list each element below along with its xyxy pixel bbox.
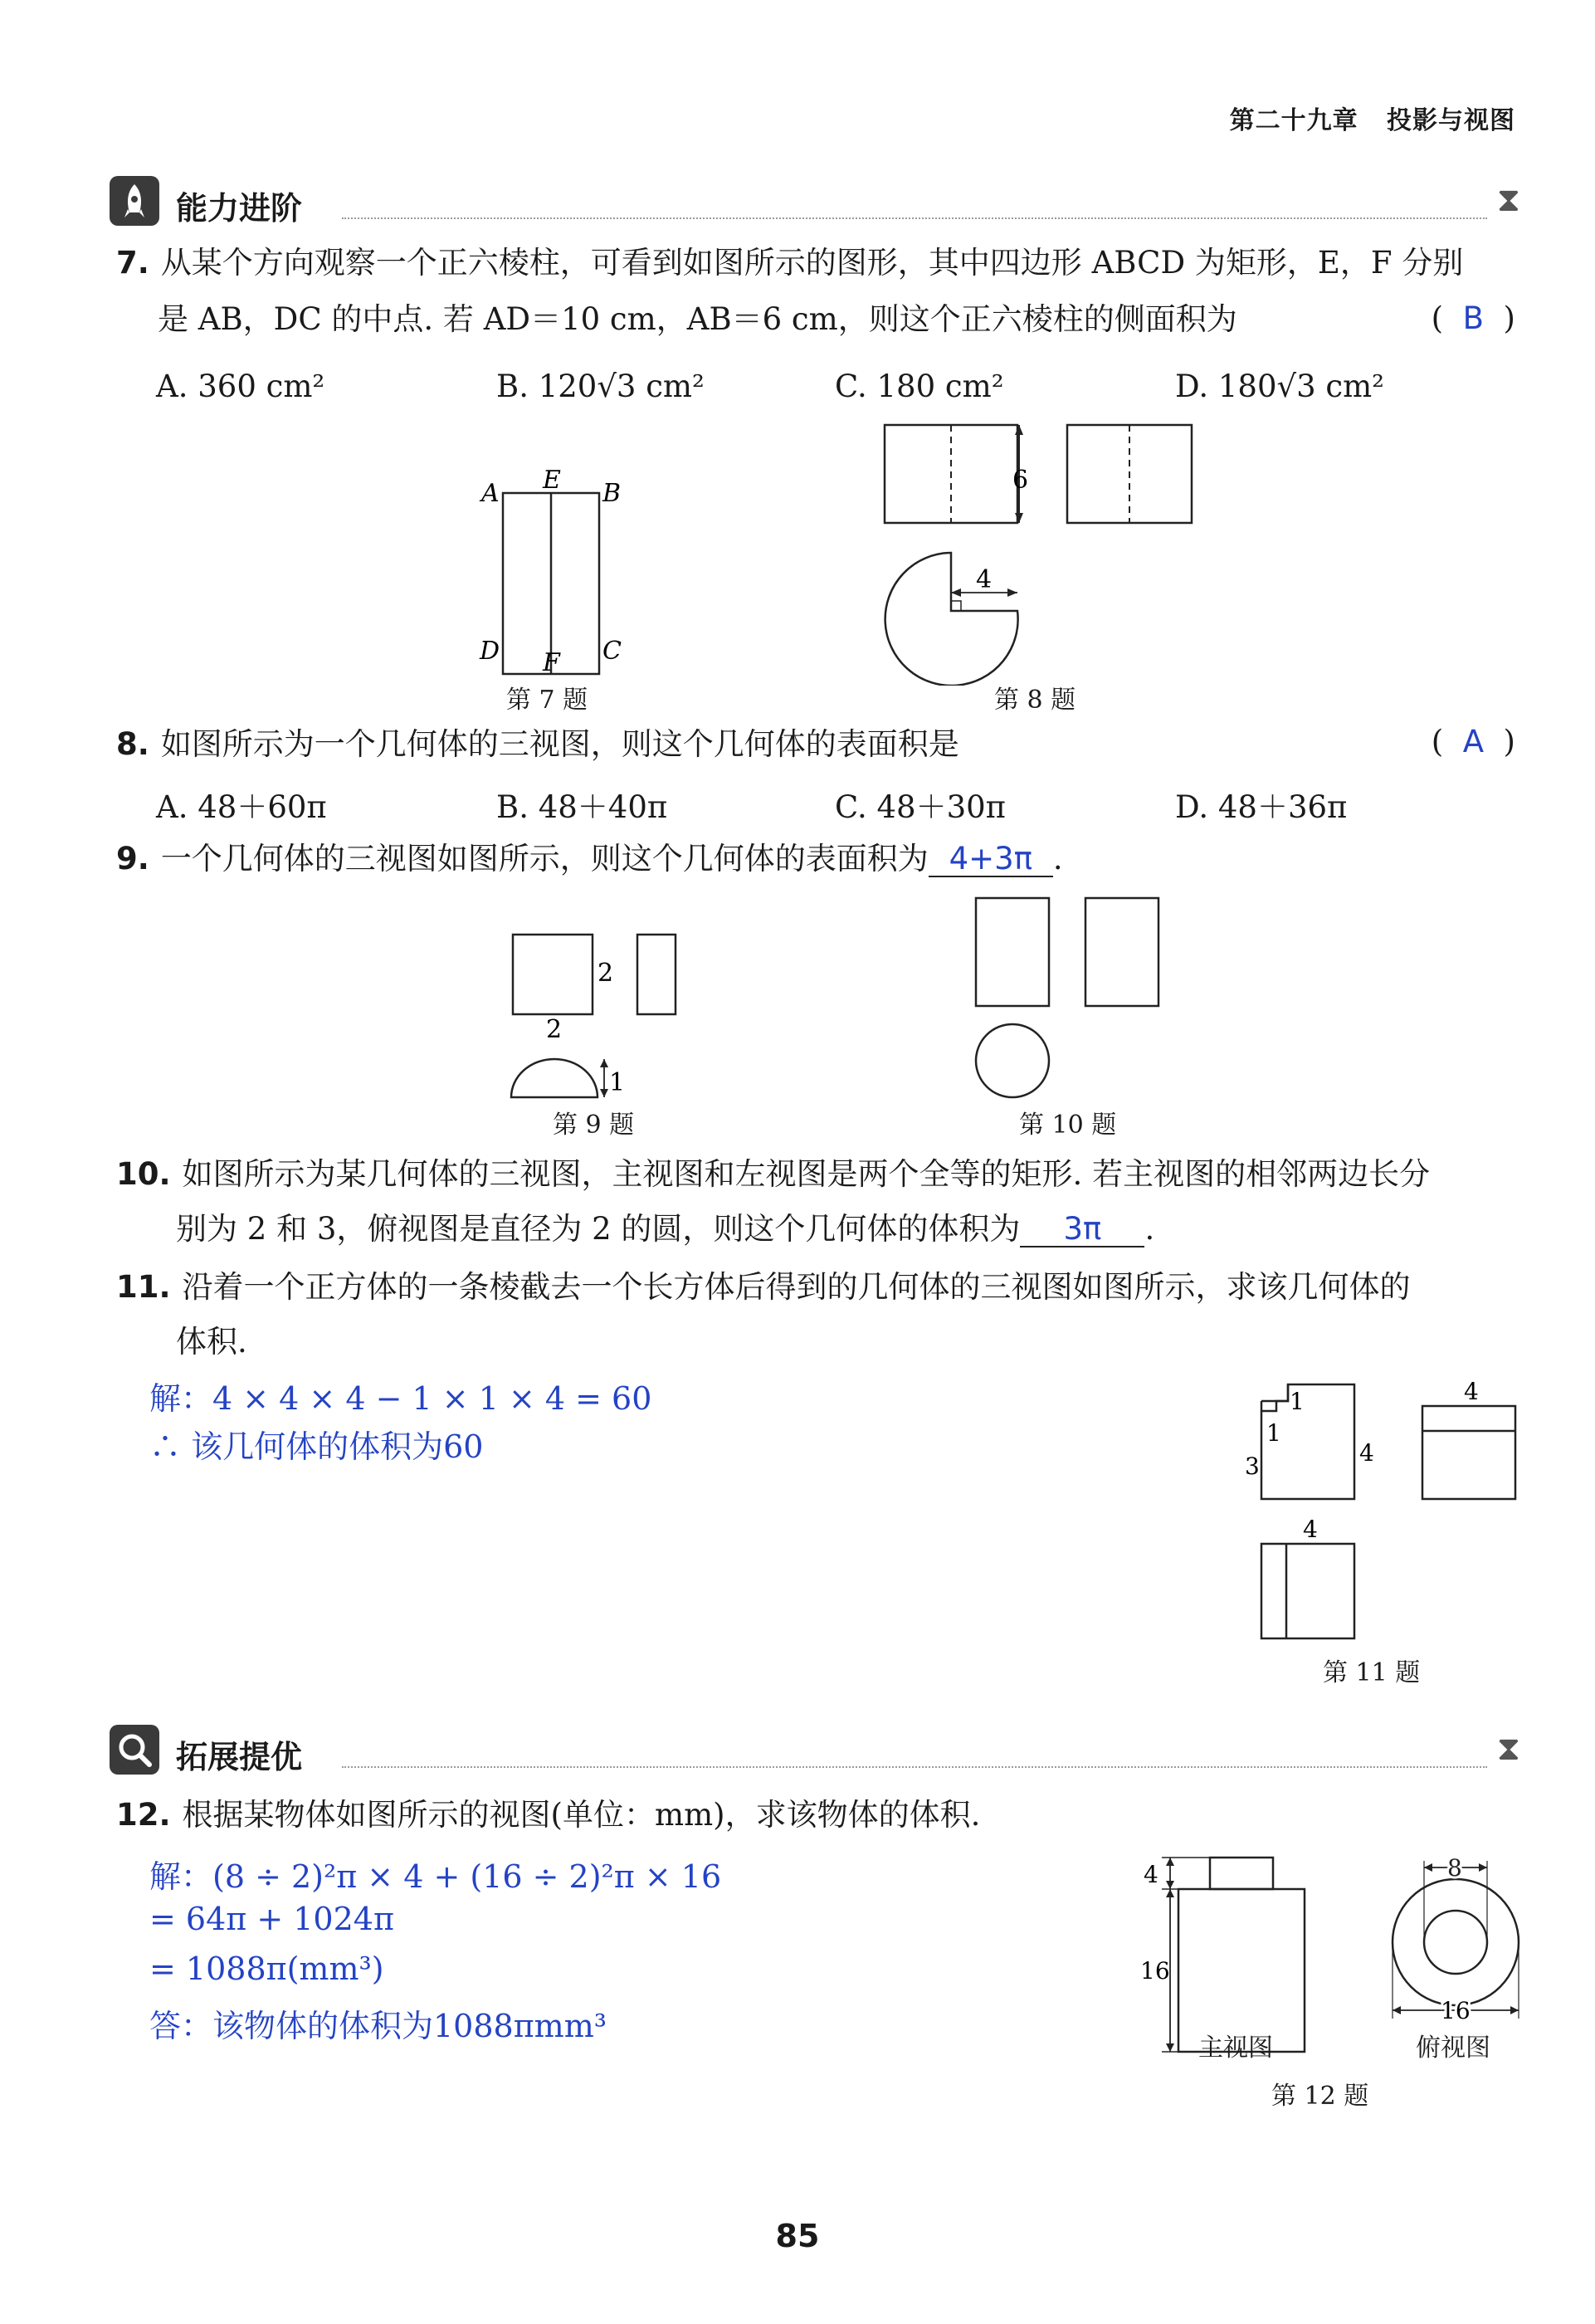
label-e: E <box>543 466 561 495</box>
dim-one-a: 1 <box>1290 1388 1305 1415</box>
q10-number: 10. <box>116 1156 171 1192</box>
figure-9 <box>498 926 697 1109</box>
q12-solution-line1: 解：(8 ÷ 2)²π × 4 + (16 ÷ 2)²π × 16 <box>149 1858 722 1895</box>
front-view <box>513 935 593 1014</box>
hourglass-icon: ⧗ <box>1496 181 1520 219</box>
dim-inner-diameter: 8 <box>1447 1854 1462 1882</box>
dim-four-bottom: 4 <box>1303 1516 1318 1543</box>
top-view-outer-circle <box>1393 1879 1519 2005</box>
front-view <box>976 898 1049 1006</box>
hourglass-icon: ⧗ <box>1496 1730 1520 1768</box>
q7-answer: B <box>1462 300 1485 336</box>
section-title: 能力进阶 <box>176 190 303 227</box>
q9-answer-blank: 4+3π <box>929 842 1053 877</box>
label-a: A <box>481 479 500 508</box>
figure-11 <box>1233 1373 1532 1647</box>
chapter-number: 第二十九章 <box>1229 106 1358 135</box>
q8-number: 8. <box>116 726 149 762</box>
q8-option-b: B. 48＋40π <box>496 789 668 825</box>
q7-option-b: B. 120√3 cm² <box>496 369 705 404</box>
dim-four-top: 4 <box>1464 1378 1479 1405</box>
top-view-sector <box>885 553 1018 686</box>
q7-option-a: A. 360 cm² <box>156 369 325 404</box>
q8-line: 8. 如图所示为一个几何体的三视图，则这个几何体的表面积是 <box>116 726 959 762</box>
top-view <box>1261 1544 1354 1638</box>
chapter-title: 投影与视图 <box>1387 106 1515 135</box>
dim-three: 3 <box>1245 1452 1260 1480</box>
dim-height: 6 <box>1012 466 1029 495</box>
q11-line1: 11. 沿着一个正方体的一条棱截去一个长方体后得到的几何体的三视图如图所示，求该几何体的 <box>116 1269 1411 1305</box>
q8-answer-bracket: ( A ) <box>1431 724 1515 759</box>
q11-line2: 体积. <box>176 1324 247 1360</box>
q11-solution-line2: ∴ 该几何体的体积为60 <box>149 1428 484 1465</box>
top-view-inner-circle <box>1424 1911 1487 1974</box>
q7-option-c: C. 180 cm² <box>835 369 1004 404</box>
q9-line: 9. 一个几何体的三视图如图所示，则这个几何体的表面积为 4+3π . <box>116 841 1063 876</box>
caption-7: 第 7 题 <box>506 686 588 715</box>
q7-line1: 7. 从某个方向观察一个正六棱柱，可看到如图所示的图形，其中四边形 ABCD 为矩形，E，F 分别 <box>116 245 1464 281</box>
dim-height: 1 <box>609 1068 626 1097</box>
section-title: 拓展提优 <box>176 1739 303 1775</box>
q11-solution-line1: 解：4 × 4 × 4 − 1 × 1 × 4 = 60 <box>149 1380 652 1417</box>
side-view <box>1422 1406 1515 1499</box>
section-advance <box>110 176 1520 227</box>
magnifier-icon <box>110 1725 159 1775</box>
section-divider <box>342 217 1487 219</box>
q11-number: 11. <box>116 1269 171 1305</box>
section-divider <box>342 1766 1487 1768</box>
side-view <box>1085 898 1158 1006</box>
q10-line1: 10. 如图所示为某几何体的三视图，主视图和左视图是两个全等的矩形. 若主视图的相邻两边长分 <box>116 1156 1431 1192</box>
q12-line: 12. 根据某物体如图所示的视图(单位：mm)，求该物体的体积. <box>116 1797 981 1833</box>
top-view-label: 俯视图 <box>1416 2034 1490 2063</box>
q7-option-d: D. 180√3 cm² <box>1175 369 1385 404</box>
q12-solution-line4: 答：该物体的体积为1088πmm³ <box>149 2008 607 2044</box>
front-view-top-block <box>1210 1858 1273 1889</box>
q12-solution-line2: = 64π + 1024π <box>149 1901 394 1937</box>
dim-four-right: 4 <box>1359 1439 1374 1467</box>
caption-10: 第 10 题 <box>1019 1111 1117 1140</box>
q7-line2: 是 AB，DC 的中点. 若 AD＝10 cm，AB＝6 cm，则这个正六棱柱的侧面积为 <box>158 301 1237 337</box>
top-view-semicircle <box>511 1059 598 1097</box>
section-extend <box>110 1725 1520 1776</box>
top-view-circle <box>976 1024 1049 1097</box>
page-number: 85 <box>775 2218 820 2254</box>
figure-7 <box>473 461 631 694</box>
caption-9: 第 9 题 <box>553 1111 635 1140</box>
q7-number: 7. <box>116 245 149 281</box>
caption-8: 第 8 题 <box>994 686 1076 715</box>
q7-answer-bracket: ( B ) <box>1431 300 1515 336</box>
figure-8 <box>880 420 1212 686</box>
label-b: B <box>602 479 622 508</box>
q12-number: 12. <box>116 1797 171 1833</box>
q8-option-a: A. 48＋60π <box>156 789 327 825</box>
q10-line2: 别为 2 和 3，俯视图是直径为 2 的圆，则这个几何体的体积为 3π . <box>176 1211 1155 1247</box>
dim-one-b: 1 <box>1266 1419 1281 1447</box>
label-c: C <box>602 637 622 666</box>
q9-number: 9. <box>116 841 149 876</box>
right-angle-mark <box>951 601 961 611</box>
label-d: D <box>480 637 500 666</box>
side-view <box>637 935 676 1014</box>
caption-11: 第 11 题 <box>1323 1658 1421 1687</box>
q8-option-d: D. 48＋36π <box>1175 789 1348 825</box>
chapter-header <box>1230 100 1515 136</box>
q12-solution-line3: = 1088π(mm³) <box>149 1950 384 1987</box>
dim-top-height: 4 <box>1144 1861 1158 1888</box>
dim-radius: 4 <box>976 565 993 594</box>
caption-12: 第 12 题 <box>1271 2082 1369 2111</box>
dim-main-height: 16 <box>1140 1957 1170 1985</box>
q10-answer-blank: 3π <box>1020 1213 1144 1247</box>
dim-side: 2 <box>598 959 614 988</box>
dim-outer-diameter: 16 <box>1441 1997 1471 2024</box>
q8-option-c: C. 48＋30π <box>835 789 1006 825</box>
label-f: F <box>543 648 560 677</box>
q8-answer: A <box>1462 724 1485 759</box>
figure-10 <box>968 893 1167 1106</box>
rocket-icon <box>110 176 159 226</box>
dim-bottom: 2 <box>546 1015 563 1044</box>
front-view-label: 主视图 <box>1198 2034 1273 2063</box>
